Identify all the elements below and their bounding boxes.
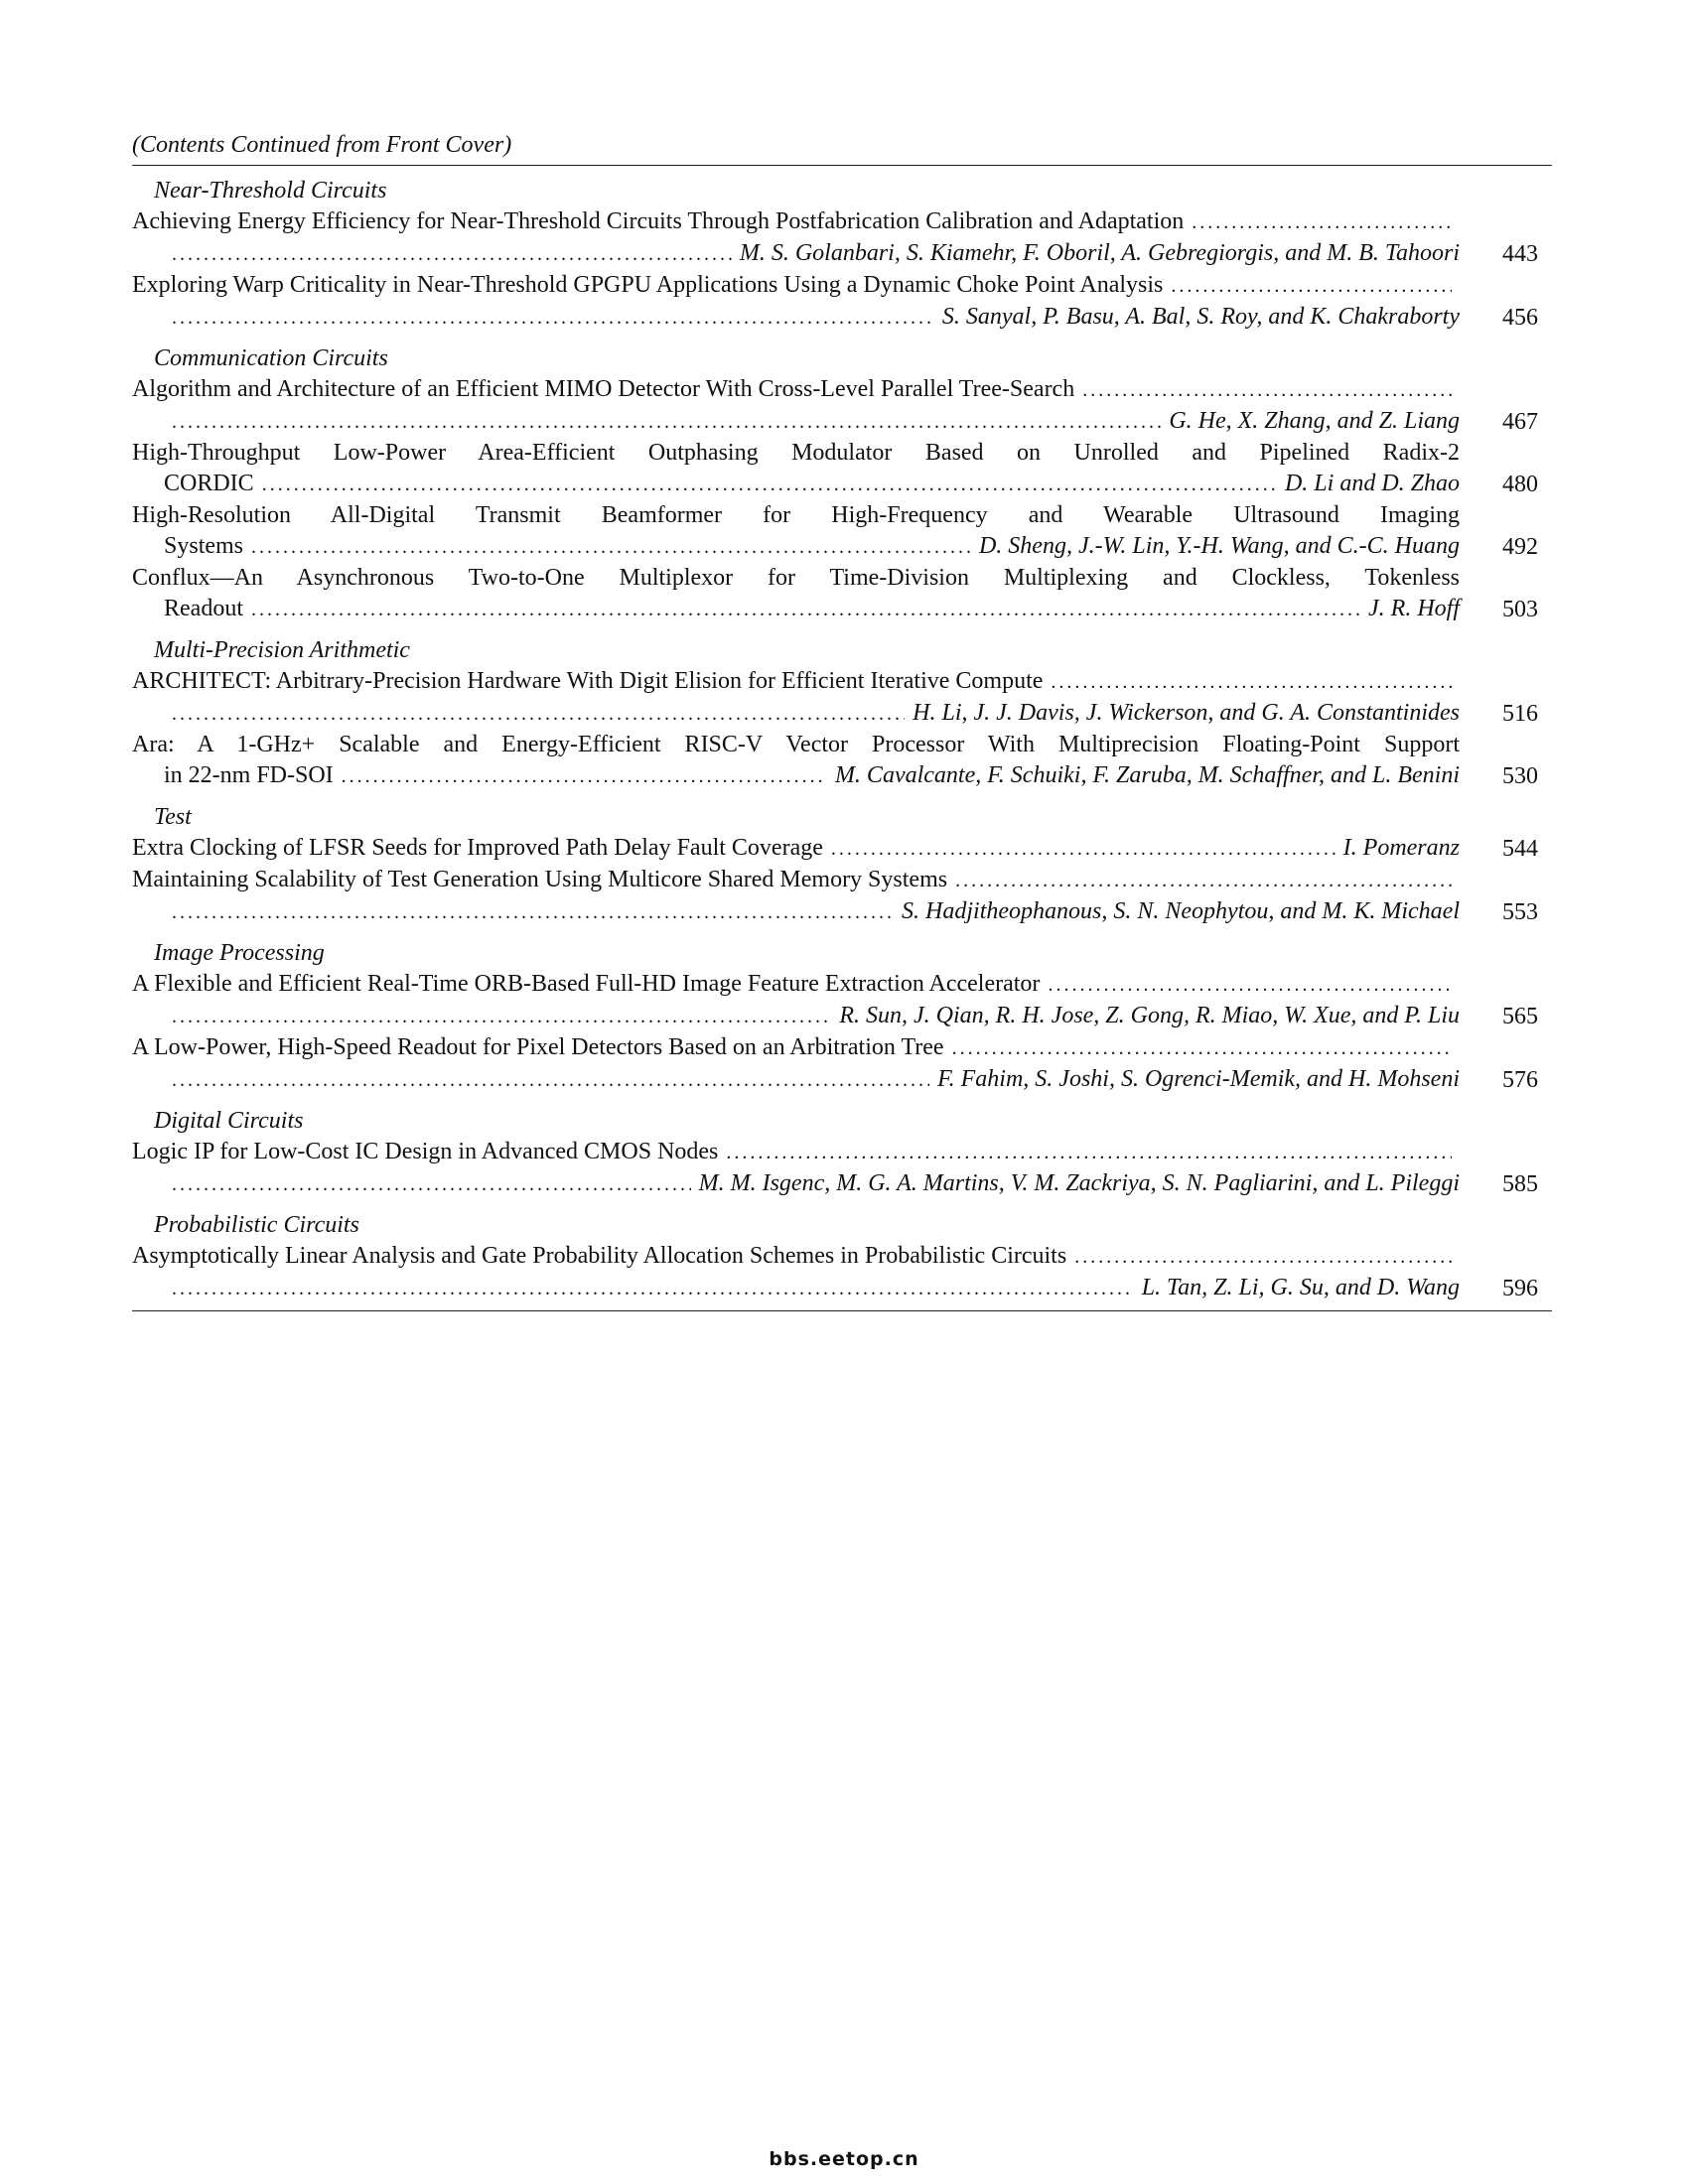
entry-authors: D. Li and D. Zhao — [1284, 471, 1460, 496]
leader-dots — [952, 1033, 1452, 1064]
page-number: 443 — [1502, 241, 1538, 267]
toc-sections — [132, 176, 1552, 1304]
entry-authors: M. M. Isgenc, M. G. A. Martins, V. M. Zackriya, S. N. Pagliarini, and L. Pileggi — [698, 1170, 1460, 1196]
page-number: 467 — [1502, 409, 1538, 435]
toc-entry — [132, 730, 1552, 792]
entry-title: Extra Clocking of LFSR Seeds for Improved Path Delay Fault Coverage — [132, 835, 823, 861]
toc-entry — [132, 563, 1552, 625]
page-number: 530 — [1502, 763, 1538, 789]
leader-dots — [1082, 375, 1452, 406]
page-number: 544 — [1502, 836, 1538, 862]
leader-dots — [1074, 1242, 1452, 1273]
toc-entry — [132, 833, 1552, 865]
page-number: 576 — [1502, 1067, 1538, 1093]
entry-title: Exploring Warp Criticality in Near-Threshold GPGPU Applications Using a Dynamic Choke Point Analysis — [132, 272, 1164, 298]
contents-header: (Contents Continued from Front Cover) — [132, 129, 1552, 166]
entry-authors: H. Li, J. J. Davis, J. Wickerson, and G. A. Constantinides — [913, 700, 1460, 726]
entry-authors: D. Sheng, J.-W. Lin, Y.-H. Wang, and C.-C. Huang — [978, 533, 1460, 559]
leader-dots — [172, 303, 934, 334]
bottom-rule — [132, 1310, 1552, 1311]
leader-dots — [172, 1274, 1134, 1304]
contents-page — [132, 129, 1552, 1311]
entry-authors: S. Sanyal, P. Basu, A. Bal, S. Roy, and K. Chakraborty — [941, 304, 1460, 330]
toc-entry — [132, 666, 1552, 730]
entry-authors: G. He, X. Zhang, and Z. Liang — [1169, 408, 1460, 434]
toc-entry — [132, 270, 1552, 334]
entry-authors: M. S. Golanbari, S. Kiamehr, F. Oboril, A. Gebregiorgis, and M. B. Tahoori — [739, 240, 1460, 266]
toc-section — [132, 938, 1552, 1096]
entry-title: Achieving Energy Efficiency for Near-Threshold Circuits Through Postfabrication Calibration and Adaptation — [132, 208, 1185, 234]
leader-dots — [172, 1002, 831, 1032]
leader-dots — [172, 1169, 691, 1200]
toc-entry — [132, 865, 1552, 928]
leader-dots — [262, 470, 1277, 500]
section-title: Near-Threshold Circuits — [154, 178, 387, 204]
entry-authors: M. Cavalcante, F. Schuiki, F. Zaruba, M. Schaffner, and L. Benini — [834, 762, 1460, 788]
leader-dots — [1051, 667, 1452, 698]
page-number: 503 — [1502, 597, 1538, 622]
entry-title: A Flexible and Efficient Real-Time ORB-Based Full-HD Image Feature Extraction Accelerator — [132, 971, 1041, 997]
entry-title: Maintaining Scalability of Test Generation Using Multicore Shared Memory Systems — [132, 867, 948, 892]
watermark: bbs.eetop.cn — [769, 2148, 919, 2170]
entry-title: ARCHITECT: Arbitrary-Precision Hardware With Digit Elision for Efficient Iterative Compute — [132, 668, 1044, 694]
section-title: Digital Circuits — [154, 1108, 304, 1134]
page-number: 585 — [1502, 1171, 1538, 1197]
section-title: Image Processing — [154, 940, 325, 966]
toc-entry — [132, 374, 1552, 438]
entry-title: Algorithm and Architecture of an Efficient MIMO Detector With Cross-Level Parallel Tree-Search — [132, 376, 1075, 402]
entry-title: Asymptotically Linear Analysis and Gate Probability Allocation Schemes in Probabilistic Circuits — [132, 1243, 1067, 1269]
entry-title: Ara: A 1-GHz+ Scalable and Energy-Efficient RISC-V Vector Processor With Multiprecision Floating-Point Support — [132, 732, 1460, 757]
leader-dots — [1171, 271, 1452, 302]
leader-dots — [955, 866, 1452, 896]
toc-entry — [132, 1032, 1552, 1096]
page-number: 565 — [1502, 1004, 1538, 1029]
leader-dots — [1048, 970, 1452, 1001]
toc-entry — [132, 500, 1552, 563]
entry-title: A Low-Power, High-Speed Readout for Pixel Detectors Based on an Arbitration Tree — [132, 1034, 944, 1060]
entry-authors: I. Pomeranz — [1342, 835, 1460, 861]
entry-title: High-Throughput Low-Power Area-Efficient Outphasing Modulator Based on Unrolled and Pipelined Radix-2 — [132, 440, 1460, 466]
page-number: 480 — [1502, 472, 1538, 497]
entry-title: Logic IP for Low-Cost IC Design in Advanced CMOS Nodes — [132, 1139, 719, 1164]
leader-dots — [726, 1138, 1452, 1168]
toc-section — [132, 635, 1552, 792]
section-title: Communication Circuits — [154, 345, 388, 371]
toc-entry — [132, 969, 1552, 1032]
entry-authors: J. R. Hoff — [1368, 596, 1460, 621]
toc-entry — [132, 438, 1552, 500]
leader-dots — [172, 699, 905, 730]
page-number: 596 — [1502, 1276, 1538, 1301]
leader-dots — [251, 532, 971, 563]
section-title: Multi-Precision Arithmetic — [154, 637, 410, 663]
entry-title-cont: in 22-nm FD-SOI — [164, 762, 334, 788]
toc-entry — [132, 206, 1552, 270]
leader-dots — [172, 1065, 929, 1096]
section-title: Test — [154, 804, 192, 830]
toc-section — [132, 343, 1552, 625]
toc-entry — [132, 1241, 1552, 1304]
section-title: Probabilistic Circuits — [154, 1212, 359, 1238]
page-number: 516 — [1502, 701, 1538, 727]
toc-section — [132, 1210, 1552, 1304]
leader-dots — [251, 595, 1360, 625]
entry-authors: L. Tan, Z. Li, G. Su, and D. Wang — [1141, 1275, 1460, 1300]
entry-title: High-Resolution All-Digital Transmit Beamformer for High-Frequency and Wearable Ultrasound Imaging — [132, 502, 1460, 528]
entry-title-cont: Readout — [164, 596, 243, 621]
entry-authors: R. Sun, J. Qian, R. H. Jose, Z. Gong, R. Miao, W. Xue, and P. Liu — [839, 1003, 1460, 1028]
leader-dots — [831, 834, 1336, 865]
entry-title: Conflux—An Asynchronous Two-to-One Multiplexor for Time-Division Multiplexing and Clockless, Tokenless — [132, 565, 1460, 591]
leader-dots — [172, 407, 1161, 438]
toc-section — [132, 802, 1552, 928]
leader-dots — [1192, 207, 1452, 238]
entry-title-cont: Systems — [164, 533, 244, 559]
leader-dots — [342, 761, 827, 792]
leader-dots — [172, 897, 894, 928]
page-number: 553 — [1502, 899, 1538, 925]
page-number: 492 — [1502, 534, 1538, 560]
leader-dots — [172, 239, 732, 270]
toc-section — [132, 176, 1552, 334]
entry-title-cont: CORDIC — [164, 471, 254, 496]
entry-authors: S. Hadjitheophanous, S. N. Neophytou, and M. K. Michael — [902, 898, 1460, 924]
toc-section — [132, 1106, 1552, 1200]
page-number: 456 — [1502, 305, 1538, 331]
entry-authors: F. Fahim, S. Joshi, S. Ogrenci-Memik, and H. Mohseni — [937, 1066, 1460, 1092]
toc-entry — [132, 1137, 1552, 1200]
